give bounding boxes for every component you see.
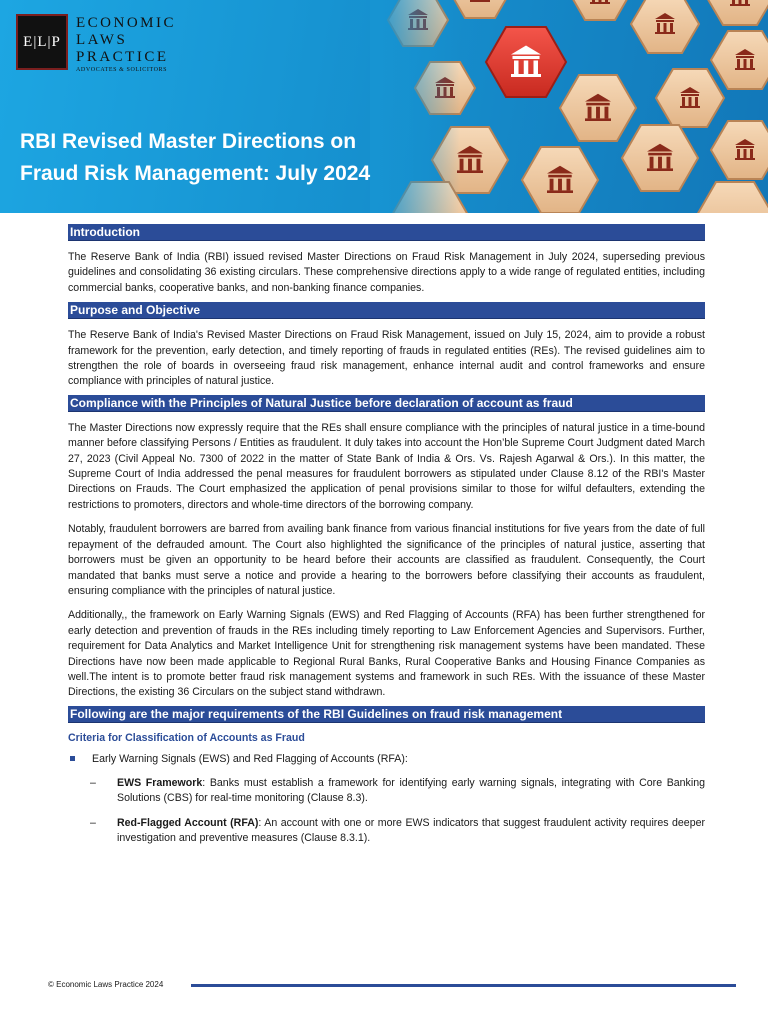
document-body bbox=[68, 224, 705, 846]
document-title bbox=[20, 126, 400, 190]
footer-copyright: © Economic Laws Practice 2024 bbox=[48, 980, 164, 989]
dash-item-term: EWS Framework bbox=[117, 776, 203, 789]
section-heading-introduction: Introduction bbox=[68, 224, 705, 241]
dash-marker: – bbox=[90, 776, 96, 789]
section-heading-requirements: Following are the major requirements of the RBI Guidelines on fraud risk management bbox=[68, 706, 705, 723]
logo-wordmark bbox=[76, 14, 176, 73]
logo-line-1: ECONOMIC bbox=[76, 15, 177, 31]
compliance-paragraph-2: Notably, fraudulent borrowers are barred from availing bank finance from various financial institutions for five years from the date of full repayment of the defrauded amount. The Court also highlighted the significance of the principles of natural justice, asserting that borrowers must be given an opportunity to be heard before their accounts are classified as fraudulent. Consequently, the Court mandated that banks must serve a notice and provide a hearing to the borrowers before classifying their accounts as fraudulent, ensuring compliance with the principles of natural justice. bbox=[68, 523, 705, 597]
footer-rule bbox=[191, 984, 736, 987]
dash-item-description: : An account with one or more EWS indicators that suggest fraudulent activity requires deeper investigation and preventive measures (Clause 8.3.1). bbox=[117, 816, 706, 844]
dash-item-text bbox=[117, 776, 705, 807]
section-heading-purpose: Purpose and Objective bbox=[68, 302, 705, 319]
logo-line-2: LAWS bbox=[76, 32, 128, 48]
logo-tagline: ADVOCATES & SOLICITORS bbox=[76, 67, 168, 73]
compliance-paragraph-3: Additionally,, the framework on Early Warning Signals (EWS) and Red Flagging of Accounts (RFA) has been further strengthened for early detection and prevention of frauds in the REs including timely reporting to Law Enforcement Agencies and Supervisors. Further, requirement for Data Analytics and Market Intelligence Unit for strengthening risk management systems have been mandated. These Directions have now been made applicable to Regional Rural Banks, Rural Cooperative Banks and Housing Finance Companies as well.The intent is to promote better fraud risk management systems and framework in such REs. With the issuance of these Master Directions, the existing 36 Circulars on the subject stand withdrawn. bbox=[68, 609, 705, 699]
page-footer bbox=[48, 978, 688, 992]
elp-logo-mark bbox=[16, 14, 68, 70]
dash-item-ews bbox=[68, 776, 705, 807]
dash-item-term: Red-Flagged Account (RFA) bbox=[117, 816, 259, 829]
dash-item-description: : Banks must establish a framework for identifying early warning signals, integrating with Core Banking Solutions (CBS) for real-time monitoring (Clause 8.3). bbox=[117, 776, 705, 805]
logo-mark-text: E|L|P bbox=[23, 33, 61, 50]
dash-item-text bbox=[117, 816, 705, 847]
purpose-paragraph: The Reserve Bank of India's Revised Master Directions on Fraud Risk Management, issued on July 15, 2024, aim to provide a robust framework for the prevention, early detection, and timely reporting of frauds in regulated entities (REs). The revised guidelines aim to strengthen the role of boards in overseeing fraud risk management, enhance internal audit and control frameworks and ensure compliance with principles of natural justice. bbox=[68, 329, 705, 388]
introduction-paragraph: The Reserve Bank of India (RBI) issued revised Master Directions on Fraud Risk Management in July 2024, superseding previous guidelines and consolidating 36 existing circulars. These comprehensive directions apply to a wide range of regulated entities, including commercial banks, cooperative banks, and non-banking finance companies. bbox=[68, 251, 705, 294]
elp-logo bbox=[16, 14, 176, 73]
dash-marker: – bbox=[90, 816, 96, 829]
compliance-paragraph-1: The Master Directions now expressly require that the REs shall ensure compliance with the principles of natural justice in a time-bound manner before classifying Persons / Entities as fraudulent. It duly takes into account the Hon’ble Supreme Court Judgment dated March 27, 2023 (Civil Appeal No. 7300 of 2022 in the matter of State Bank of India & Ors. Vs. Rajesh Agarwal & Ors.). In this matter, the Supreme Court of India addressed the penal measures for fraudulent borrowers as stipulated under Clause 8.12 of the RBI's Master Directions on Frauds. The Court emphasized the application of penal provisions similar to those for wilful defaulters, extending the restrictions to promoters, directors and whole-time directors of the borrowing company. bbox=[68, 421, 705, 511]
title-line-1: RBI Revised Master Directions on bbox=[20, 130, 357, 153]
logo-line-3: PRACTICE bbox=[76, 49, 169, 65]
title-line-2: Fraud Risk Management: July 2024 bbox=[20, 162, 371, 185]
square-bullet-icon bbox=[70, 756, 75, 761]
section-heading-compliance: Compliance with the Principles of Natural Justice before declaration of account as fraud bbox=[68, 395, 705, 412]
dash-item-rfa bbox=[68, 816, 705, 847]
bullet-text: Early Warning Signals (EWS) and Red Flagging of Accounts (RFA): bbox=[92, 752, 408, 765]
header-banner bbox=[0, 0, 768, 213]
bullet-item bbox=[68, 752, 705, 767]
highlighted-bank-tile bbox=[486, 27, 566, 97]
subheading-criteria: Criteria for Classification of Accounts as Fraud bbox=[68, 731, 305, 744]
